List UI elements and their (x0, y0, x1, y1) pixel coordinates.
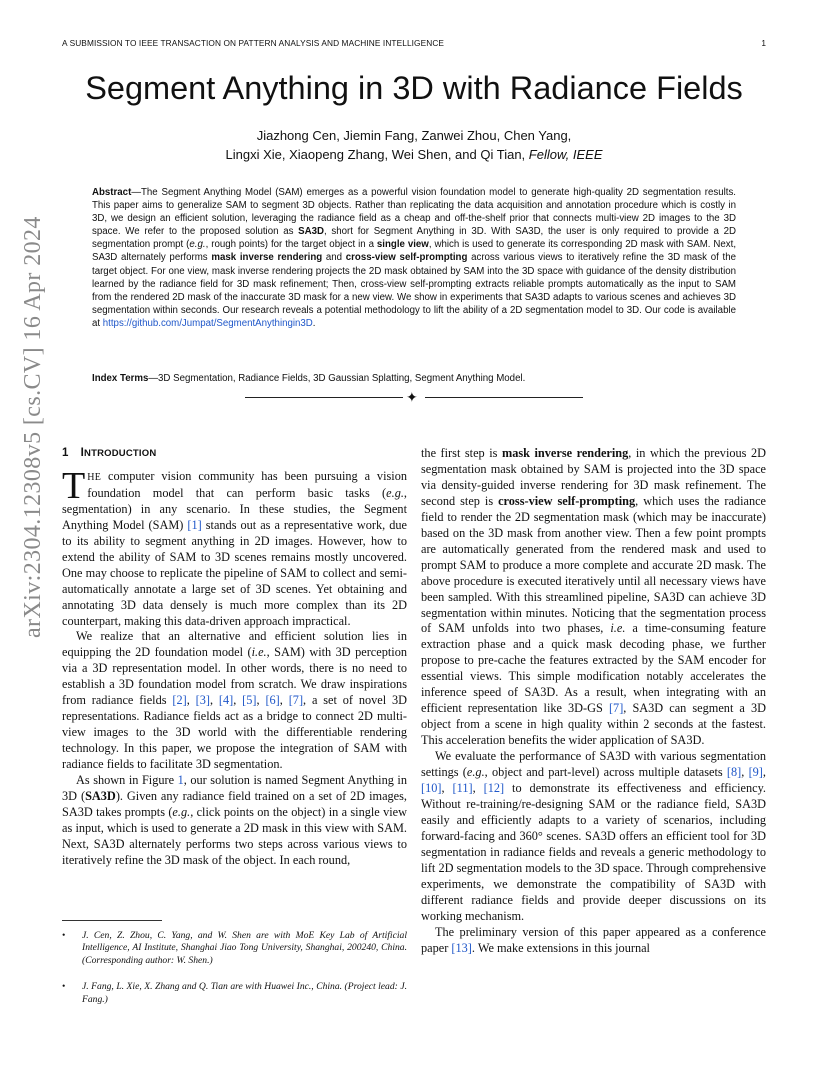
footnote-item: • J. Cen, Z. Zhou, C. Yang, and W. Shen are with MoE Key Lab of Artificial Intelligence, AI Institute, Shanghai Jiao Tong University, Shanghai, 200240, China. (Corresponding author: W. Shen.) (62, 930, 407, 966)
citation-link[interactable]: [7] (288, 693, 304, 708)
figure-link[interactable]: 1 (177, 773, 184, 788)
index-terms: Index Terms—3D Segmentation, Radiance Fields, 3D Gaussian Splatting, Segment Anything Model. (92, 373, 526, 384)
intro-paragraph-5: We evaluate the performance of SA3D with various segmentation settings (e.g., object and part-level) across multiple datasets [8], [9], [10], [11], [12] to demonstrate its effectiveness and efficiency. Without re-training/re-designing SAM or the radiance field, SA3D easily and efficiently adapts to a variety of scenarios, including forward-facing and 360° scenes. SA3D offers an efficient tool for 3D segmentation in radiance fields and reveals a generic methodology to lift 2D segmentation models to the 3D space. Through comprehensive experiments, we demonstrate the compatibility of SA3D with different radiance fields and provide deeper discussions on its working mechanism. (421, 749, 766, 923)
body-column-left (62, 446, 407, 869)
author-list (0, 126, 828, 164)
citation-link[interactable]: [3] (195, 693, 210, 708)
abstract: Abstract—The Segment Anything Model (SAM) emerges as a powerful vision foundation model to generate high-quality 2D segmentation results. This paper aims to generalize SAM to segment 3D objects. Rather than replicating the data acquisition and annotation procedure which is costly in 3D, we design an efficient solution, leveraging the radiance field as a cheap and off-the-shelf prior that connects multi-view 2D images to the 3D space. We refer to the proposed solution as SA3D, short for Segment Anything in 3D. With SA3D, the user is only required to provide a 2D segmentation prompt (e.g., rough points) for the target object in a single view, which is used to generate its corresponding 2D mask with SAM. Next, SA3D alternately performs mask inverse rendering and cross-view self-prompting across various views to iteratively refine the 3D mask of the target object. For one view, mask inverse rendering projects the 2D mask obtained by SAM into the 3D space with guidance of the density distribution learned by the radiance field for 3D mask refinement; Then, cross-view self-prompting extracts reliable prompts automatically as the input to SAM from the rendered 2D mask of the inaccurate 3D mask for a new view. We show in experiments that SA3D adapts to various scenes and achieves 3D segmentation within seconds. Our research reveals a potential methodology to lift the ability of a 2D segmentation model to 3D. Our code is available at https://github.com/Jumpat/SegmentAnythingin3D. (92, 187, 737, 329)
intro-paragraph-2: We realize that an alternative and efficient solution lies in equipping the 2D foundation model (i.e., SAM) with 3D perception via a 3D representation model. In other words, there is no need to establish a 3D foundation model from scratch. We draw inspirations from radiance fields [2], [3], [4], [5], [6], [7], a set of novel 3D representations. Radiance fields act as a bridge to connect 2D multi-view images to the 3D world with the differentiable rendering technology. In this paper, we propose the integration of SAM with radiance fields to facilitate 3D segmentation. (62, 629, 408, 772)
footnote-item: • J. Fang, L. Xie, X. Zhang and Q. Tian are with Huawei Inc., China. (Project lead: J. Fang.) (62, 981, 407, 1005)
author-line-2: Lingxi Xie, Xiaopeng Zhang, Wei Shen, and Qi Tian, Fellow, IEEE (225, 147, 603, 162)
bullet-icon: • (62, 981, 66, 993)
citation-link[interactable]: [13] (451, 940, 472, 955)
intro-paragraph-6: The preliminary version of this paper appeared as a conference paper [13]. We make extensions in this journal (421, 924, 766, 955)
citation-link[interactable]: [7] (608, 701, 624, 716)
citation-link[interactable]: [6] (265, 693, 280, 708)
separator-diamond-icon: ✦ (406, 389, 418, 405)
intro-paragraph-4: the first step is mask inverse rendering, in which the previous 2D segmentation mask obtained by SAM is projected into the 3D space via density-guided inverse rendering for 3D mask refinement. The second step is cross-view self-prompting, which uses the radiance field to render the 2D segmentation mask (which may be inaccurate) based on the 3D mask from another view. Then a few point prompts are automatically generated from the rendered mask and used to prompt SAM to produce a more complete and accurate 2D mask. The above procedure is executed iteratively until all necessary views have been sampled. With this streamlined pipeline, SA3D can achieve 3D segmentation within minutes. Noticing that the segmentation process of SAM unfolds into two phases, i.e. a time-consuming feature extraction phase and a quick mask decoding phase, we further propose to pre-cache the features extracted by the SAM encoder for essential views. This simple modification notably accelerates the inference speed of SA3D. As a result, when integrating with an efficient representation like 3D-GS [7], SA3D can segment a 3D object from a scene in high quality within 2 seconds at the fastest. This acceleration benefits the wider application of SA3D. (421, 446, 767, 748)
section-heading-introduction: 1 INTRODUCTION (62, 447, 157, 459)
index-terms-label: Index Terms (92, 373, 149, 384)
abstract-label: Abstract (92, 187, 132, 198)
body-column-right (421, 446, 766, 957)
paper-title: Segment Anything in 3D with Radiance Fields (85, 70, 743, 106)
separator-line-left (245, 397, 403, 398)
intro-paragraph-3: As shown in Figure 1, our solution is named Segment Anything in 3D (SA3D). Given any radiance field trained on a set of 2D images, SA3D takes prompts (e.g., click points on the object) in a single view as input, which is used to generate a 2D mask in this view with SAM. Next, SA3D alternately performs two steps across various views to iteratively refine the 3D mask of the object. In each round, (62, 773, 407, 867)
arxiv-side-stamp: arXiv:2304.12308v5 [cs.CV] 16 Apr 2024 (20, 216, 46, 638)
citation-link[interactable]: [8] (726, 765, 742, 780)
code-link[interactable]: https://github.com/Jumpat/SegmentAnythingin3D (102, 317, 313, 329)
page-number: 1 (761, 38, 766, 48)
running-head: A SUBMISSION TO IEEE TRANSACTION ON PATTERN ANALYSIS AND MACHINE INTELLIGENCE (62, 38, 445, 48)
author-line-1: Jiazhong Cen, Jiemin Fang, Zanwei Zhou, Chen Yang, (256, 128, 572, 143)
separator-line-right (425, 397, 583, 398)
drop-cap: T (62, 464, 86, 507)
citation-link[interactable]: [4] (218, 693, 234, 708)
citation-link[interactable]: [10] (421, 781, 442, 796)
citation-link[interactable]: [12] (483, 781, 505, 796)
citation-link[interactable]: [5] (242, 693, 257, 708)
citation-link[interactable]: [2] (172, 693, 187, 708)
citation-link[interactable]: [1] (187, 517, 202, 532)
citation-link[interactable]: [9] (748, 765, 763, 780)
footnote-rule (62, 920, 162, 921)
bullet-icon: • (62, 930, 66, 941)
fellow-ieee: Fellow, IEEE (528, 147, 603, 162)
citation-link[interactable]: [11] (452, 781, 473, 796)
footnotes (62, 930, 407, 1020)
intro-paragraph-1: THE computer vision community has been pursuing a vision foundation model that can perform basic tasks (e.g., segmentation) in any scenario. In these studies, the Segment Anything Model (SAM) [1] stands out as a representative work, due to its ability to segment anything in 2D images. However, how to extend the ability of SAM to 3D scenes remains mostly uncovered. One may choose to replicate the pipeline of SAM to collect and semi-automatically annotate a large set of 3D scenes. Yet obtaining and annotating 3D data densely is much more complex than its 2D counterpart, making this data-driven approach impractical. (62, 464, 407, 628)
